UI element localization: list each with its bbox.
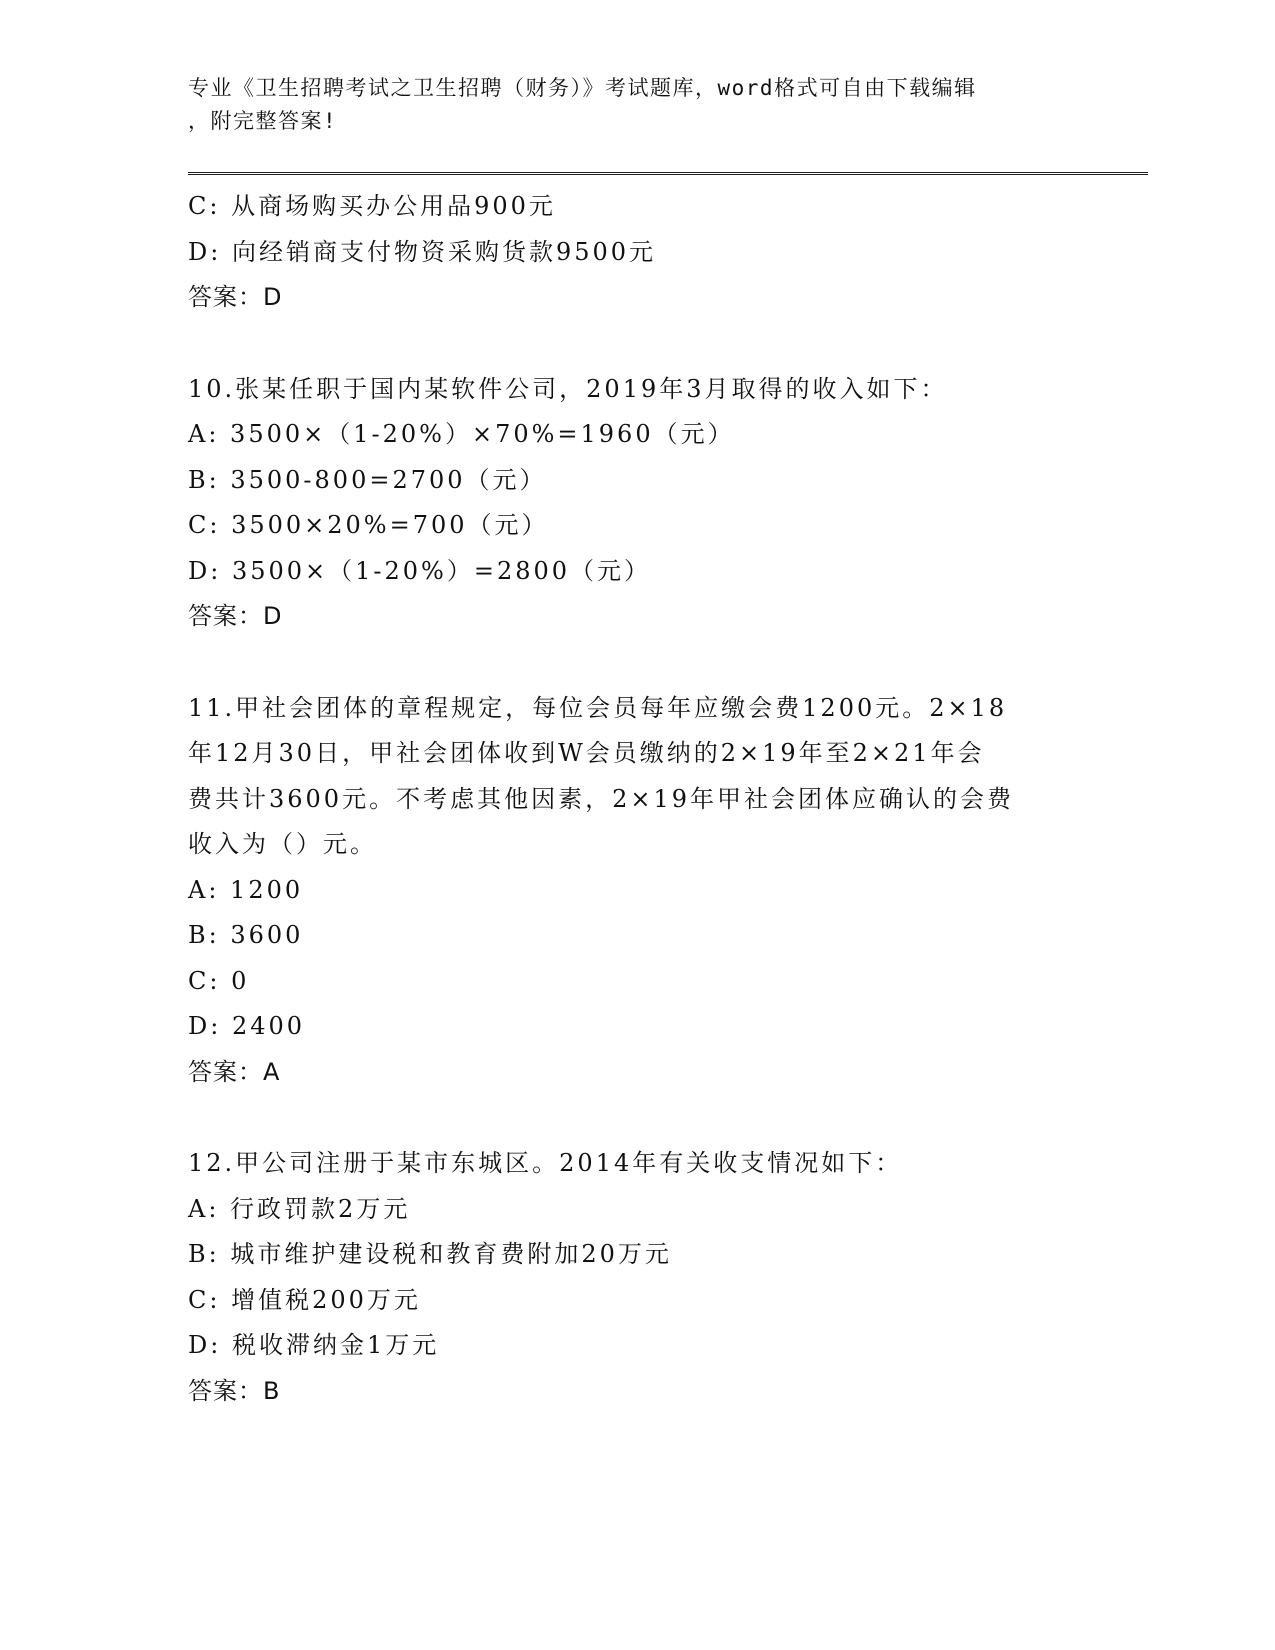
question-stem-line: 11.甲社会团体的章程规定，每位会员每年应缴会费1200元。2×18 xyxy=(188,693,1008,722)
option-d: D: 向经销商支付物资采购货款9500元 xyxy=(188,237,657,266)
question-stem-line: 年12月30日，甲社会团体收到W会员缴纳的2×19年至2×21年会 xyxy=(188,739,985,767)
option-c: C: 3500×20%=700（元） xyxy=(188,511,549,539)
answer-line: 答案：D xyxy=(188,602,283,630)
answer-line: 答案：A xyxy=(188,1057,281,1086)
option-a: A: 1200 xyxy=(188,875,304,904)
document-header xyxy=(188,72,1068,138)
option-d: D: 税收滞纳金1万元 xyxy=(188,1331,440,1359)
header-line-1: 专业《卫生招聘考试之卫生招聘（财务）》考试题库，word格式可自由下载编辑 xyxy=(188,76,977,100)
option-d: D: 2400 xyxy=(188,1012,306,1040)
question-content xyxy=(188,184,1148,1414)
question-stem-line: 费共计3600元。不考虑其他因素，2×19年甲社会团体应确认的会费 xyxy=(188,784,1014,813)
option-b: B: 3500-800=2700（元） xyxy=(188,465,547,494)
header-divider xyxy=(188,172,1148,178)
answer-line: 答案：D xyxy=(188,283,283,311)
option-a: A: 3500×（1-20%）×70%=1960（元） xyxy=(188,420,735,448)
option-c: C: 从商场购买办公用品900元 xyxy=(188,192,556,220)
option-d: D: 3500×（1-20%）=2800（元） xyxy=(188,556,652,585)
option-a: A: 行政罚款2万元 xyxy=(188,1194,411,1223)
option-c: C: 增值税200万元 xyxy=(188,1285,421,1314)
header-line-2: ，附完整答案! xyxy=(188,109,338,133)
option-c: C: 0 xyxy=(188,966,250,995)
option-b: B: 3600 xyxy=(188,921,304,949)
option-b: B: 城市维护建设税和教育费附加20万元 xyxy=(188,1240,672,1268)
answer-line: 答案：B xyxy=(188,1376,281,1405)
question-stem: 12.甲公司注册于某市东城区。2014年有关收支情况如下： xyxy=(188,1149,903,1177)
document-page xyxy=(188,72,1148,1414)
question-stem: 10.张某任职于国内某软件公司，2019年3月取得的收入如下： xyxy=(188,374,948,403)
question-stem-line: 收入为（）元。 xyxy=(188,830,377,858)
